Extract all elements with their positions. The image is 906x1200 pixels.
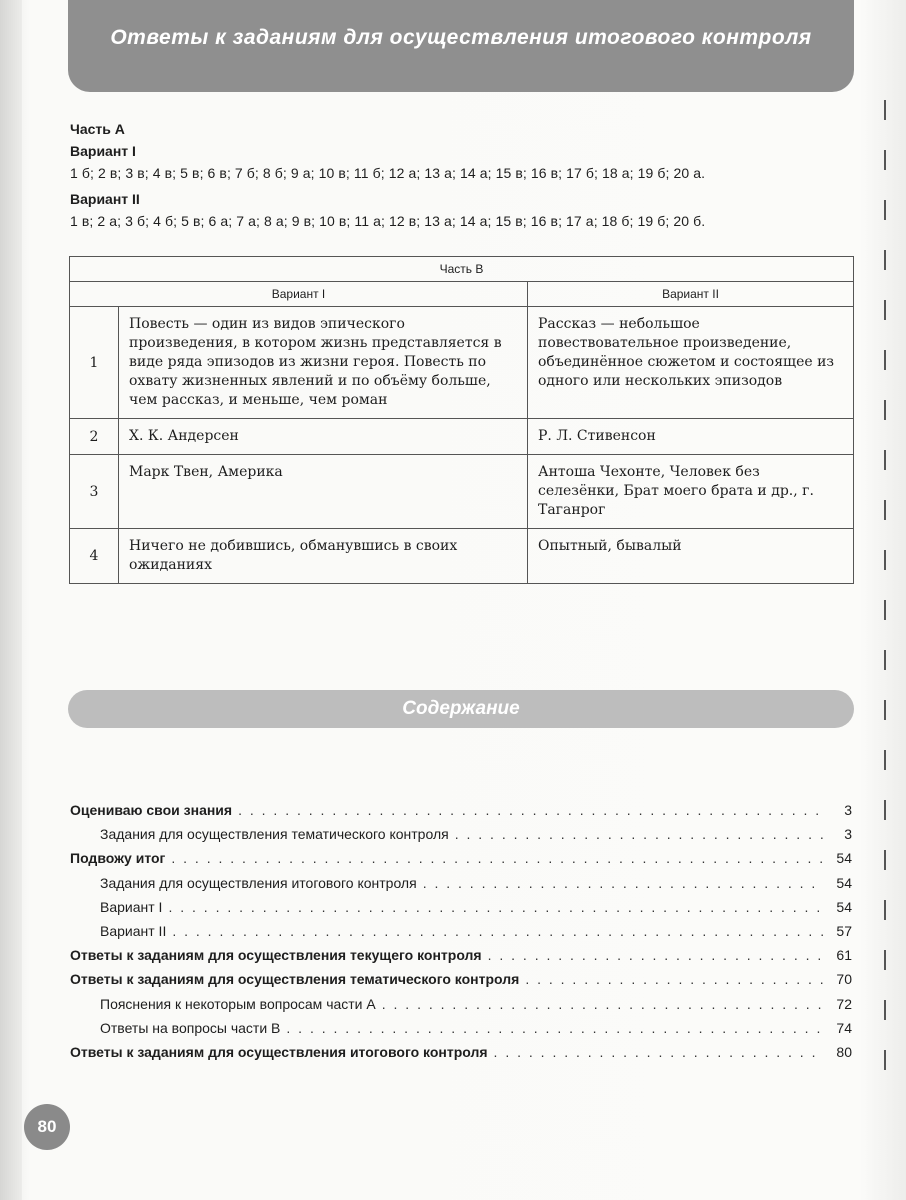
row-variant1: Х. К. Андерсен xyxy=(119,419,528,455)
row-variant1: Повесть — один из видов эпического произведения, в котором жизнь представляется в виде ряда эпизодов из жизни героя. Повесть по охвату жизненных явлений и по объёму больше, чем рассказ, и меньше, чем роман xyxy=(119,307,528,419)
toc-item-page: 3 xyxy=(844,802,852,818)
toc-item-page: 54 xyxy=(836,874,852,891)
table-row xyxy=(70,419,854,455)
page-number-badge xyxy=(24,1104,70,1150)
page-edge-shadow xyxy=(0,0,22,1200)
table-row xyxy=(70,529,854,584)
toc-item[interactable] xyxy=(70,899,852,923)
toc-item-title: Вариант II xyxy=(100,922,167,939)
toc-item[interactable] xyxy=(70,875,852,899)
row-variant2: Опытный, бывалый xyxy=(528,529,854,584)
toc-item-page: 54 xyxy=(836,850,852,867)
column-variant1: Вариант I xyxy=(70,282,528,307)
part-b-table xyxy=(69,256,854,584)
variant1-label: Вариант I xyxy=(70,143,136,159)
row-variant2: Антоша Чехонте, Человек без селезёнки, Брат моего брата и др., г. Таганрог xyxy=(528,455,854,529)
binding-marks xyxy=(884,100,894,1100)
toc-item[interactable] xyxy=(70,802,852,826)
variant2-answers: 1 в; 2 а; 3 б; 4 б; 5 в; 6 а; 7 а; 8 а; 9 в; 10 в; 11 а; 12 в; 13 а; 14 а; 15 в; 16 в; 17 а; 18 б; 19 б; 20 б. xyxy=(70,213,706,229)
toc-leader-dots xyxy=(382,996,824,1012)
row-number: 1 xyxy=(70,307,119,419)
row-variant2: Рассказ — небольшое повествовательное произведение, объединённое сюжетом и состоящее из одного или нескольких эпизодов xyxy=(528,307,854,419)
toc-leader-dots xyxy=(525,971,824,987)
column-variant2: Вариант II xyxy=(528,282,854,307)
toc-leader-dots xyxy=(488,947,824,963)
toc-item-page: 61 xyxy=(836,947,852,964)
toc-item-title: Ответы к заданиям для осуществления текущего контроля xyxy=(70,947,482,964)
toc-item-page: 54 xyxy=(836,898,852,915)
toc-item-title: Оцениваю свои знания xyxy=(70,802,233,818)
toc-item[interactable] xyxy=(70,996,852,1020)
contents-title: Содержание xyxy=(402,698,520,719)
toc-item-title: Подвожу итог xyxy=(70,850,166,867)
row-number: 3 xyxy=(70,455,119,529)
toc-item-title: Задания для осуществления тематического контроля xyxy=(100,826,449,843)
toc-item-page: 57 xyxy=(836,922,852,939)
toc-item[interactable] xyxy=(70,971,852,995)
toc-item-title: Задания для осуществления итогового контроля xyxy=(100,874,417,891)
row-variant1: Марк Твен, Америка xyxy=(119,455,528,529)
part-b-title: Часть В xyxy=(70,257,854,282)
row-variant2: Р. Л. Стивенсон xyxy=(528,419,854,455)
table-of-contents xyxy=(70,802,852,1068)
toc-item-title: Вариант I xyxy=(100,898,163,915)
toc-item-page: 3 xyxy=(844,826,852,843)
toc-item-page: 70 xyxy=(836,971,852,988)
toc-item-title: Ответы к заданиям для осуществления итогового контроля xyxy=(70,1043,488,1060)
toc-item-page: 72 xyxy=(836,995,852,1012)
variant2-label: Вариант II xyxy=(70,191,140,207)
row-number: 4 xyxy=(70,529,119,584)
toc-item[interactable] xyxy=(70,1044,852,1068)
table-row xyxy=(70,455,854,529)
table-row xyxy=(70,307,854,419)
toc-item[interactable] xyxy=(70,1020,852,1044)
row-variant1: Ничего не добившись, обманувшись в своих ожиданиях xyxy=(119,529,528,584)
toc-leader-dots xyxy=(286,1020,824,1036)
variant1-answers: 1 б; 2 в; 3 в; 4 в; 5 в; 6 в; 7 б; 8 б; 9 а; 10 в; 11 б; 12 а; 13 а; 14 а; 15 в; 16 в; 17 б; 18 а; 19 б; 20 а. xyxy=(70,165,706,181)
toc-item-title: Ответы на вопросы части В xyxy=(100,1019,281,1036)
toc-item[interactable] xyxy=(70,826,852,850)
toc-leader-dots xyxy=(172,923,824,939)
toc-item-page: 80 xyxy=(836,1043,852,1060)
part-a-title: Часть А xyxy=(70,121,125,137)
toc-item[interactable] xyxy=(70,850,852,874)
header-banner xyxy=(68,0,854,92)
toc-leader-dots xyxy=(494,1044,824,1060)
toc-leader-dots xyxy=(238,802,824,818)
toc-leader-dots xyxy=(455,826,824,842)
contents-banner xyxy=(68,690,854,728)
toc-item-page: 74 xyxy=(836,1019,852,1036)
row-number: 2 xyxy=(70,419,119,455)
toc-leader-dots xyxy=(168,899,824,915)
toc-leader-dots xyxy=(171,850,824,866)
toc-item[interactable] xyxy=(70,947,852,971)
toc-item-title: Ответы к заданиям для осуществления тематического контроля xyxy=(70,971,520,988)
toc-item-title: Пояснения к некоторым вопросам части А xyxy=(100,995,376,1012)
header-title: Ответы к заданиям для осуществления итогового контроля xyxy=(110,26,812,49)
part-a xyxy=(70,121,850,235)
page-number: 80 xyxy=(37,1117,57,1136)
toc-leader-dots xyxy=(423,875,824,891)
toc-item[interactable] xyxy=(70,923,852,947)
